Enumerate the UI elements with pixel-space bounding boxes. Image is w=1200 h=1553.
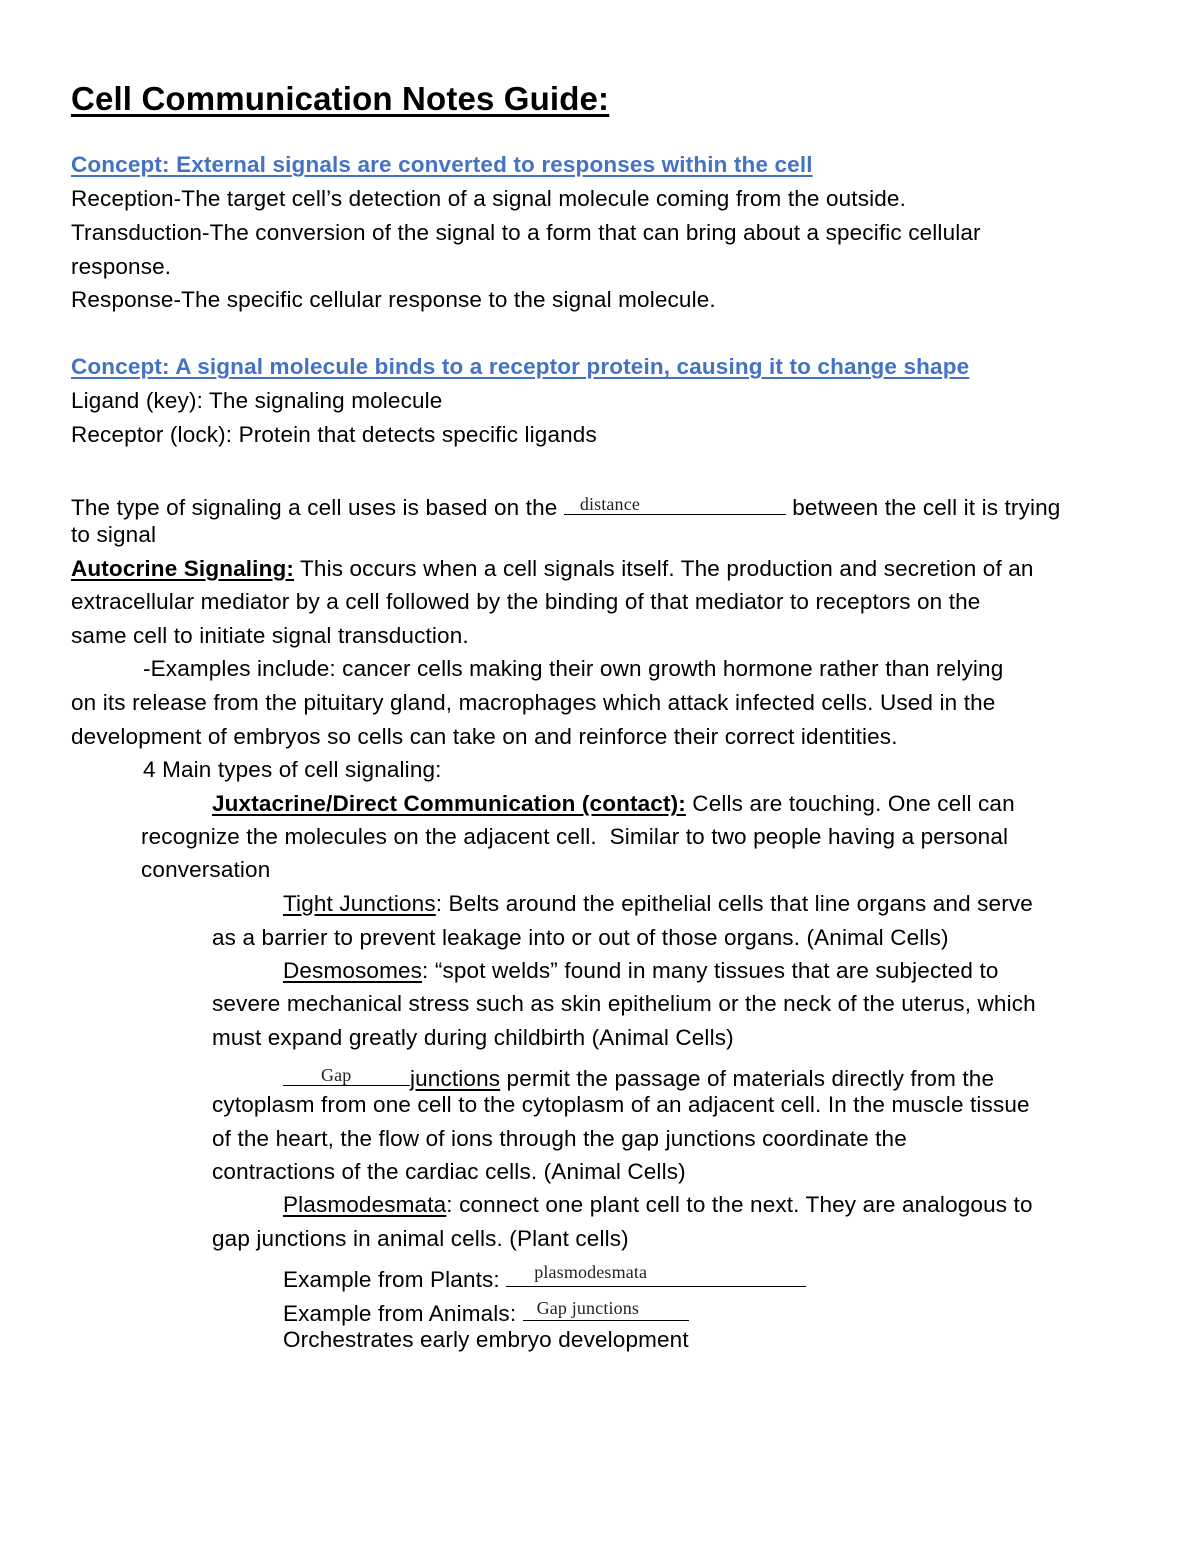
response-definition: Response-The specific cellular response to the signal molecule.	[71, 287, 716, 312]
juxtacrine-label: Juxtacrine/Direct Communication (contact):	[212, 791, 686, 816]
example-plants-blank[interactable]	[506, 1262, 806, 1287]
autocrine-line-3: same cell to initiate signal transduction.	[71, 623, 469, 648]
reception-definition: Reception-The target cell’s detection of a signal molecule coming from the outside.	[71, 186, 906, 211]
distance-answer: distance	[579, 494, 640, 514]
tight-junctions-line-1	[283, 893, 1033, 916]
example-plants-answer: plasmodesmata	[534, 1262, 648, 1282]
plasmodesmata-line-1	[283, 1194, 1033, 1217]
gap-answer: Gap	[321, 1065, 352, 1085]
autocrine-label: Autocrine Signaling:	[71, 556, 295, 581]
main-types-heading: 4 Main types of cell signaling:	[143, 757, 442, 782]
juxtacrine-line-2: recognize the molecules on the adjacent cell. Similar to two people having a personal	[141, 824, 1009, 849]
tight-junctions-label: Tight Junctions	[283, 891, 436, 916]
concept-heading-2: Concept: A signal molecule binds to a receptor protein, causing it to change shape	[71, 354, 970, 379]
gap-junctions-label: junctions	[410, 1066, 501, 1091]
plasmodesmata-text: : connect one plant cell to the next. They are analogous to	[446, 1192, 1033, 1217]
receptor-definition: Receptor (lock): Protein that detects specific ligands	[71, 422, 597, 447]
desmosomes-line-2: severe mechanical stress such as skin epithelium or the neck of the uterus, which	[212, 991, 1036, 1016]
desmosomes-label: Desmosomes	[283, 958, 423, 983]
gap-junctions-line-2: cytoplasm from one cell to the cytoplasm of an adjacent cell. In the muscle tissue	[212, 1092, 1030, 1117]
transduction-definition-line-1: Transduction-The conversion of the signal to a form that can bring about a specific cellular	[71, 220, 981, 245]
example-animals-line	[283, 1296, 689, 1326]
gap-blank[interactable]	[283, 1061, 410, 1086]
plasmodesmata-label: Plasmodesmata	[283, 1192, 447, 1217]
signaling-type-line-2: to signal	[71, 522, 157, 547]
tight-junctions-line-2: as a barrier to prevent leakage into or out of those organs. (Animal Cells)	[212, 925, 949, 950]
signaling-type-text-after: between the cell it is trying	[792, 495, 1061, 520]
gap-junctions-line-1	[283, 1061, 994, 1091]
juxtacrine-line-3: conversation	[141, 857, 271, 882]
juxtacrine-line-1	[212, 793, 1015, 816]
ligand-definition: Ligand (key): The signaling molecule	[71, 388, 443, 413]
page-title: Cell Communication Notes Guide:	[71, 80, 610, 117]
juxtacrine-text: Cells are touching. One cell can	[685, 791, 1015, 816]
signaling-type-sentence	[71, 490, 1060, 520]
tight-junctions-text: : Belts around the epithelial cells that line organs and serve	[435, 891, 1033, 916]
autocrine-examples-line-1: -Examples include: cancer cells making their own growth hormone rather than relying	[143, 656, 1004, 681]
autocrine-examples-line-3: development of embryos so cells can take on and reinforce their correct identities.	[71, 724, 898, 749]
gap-junctions-text: permit the passage of materials directly from the	[500, 1066, 995, 1091]
example-animals-answer: Gap junctions	[536, 1298, 640, 1318]
example-plants-label: Example from Plants:	[283, 1267, 500, 1292]
desmosomes-line-3: must expand greatly during childbirth (Animal Cells)	[212, 1025, 734, 1050]
autocrine-text: This occurs when a cell signals itself. The production and secretion of an	[294, 556, 1034, 581]
signaling-type-text-before: The type of signaling a cell uses is based on the	[71, 495, 558, 520]
autocrine-line-2: extracellular mediator by a cell followed by the binding of that mediator to receptors on the	[71, 589, 981, 614]
autocrine-examples-line-2: on its release from the pituitary gland, macrophages which attack infected cells. Used in the	[71, 690, 996, 715]
distance-blank[interactable]	[564, 490, 786, 515]
transduction-definition-line-2: response.	[71, 254, 172, 279]
autocrine-line-1	[71, 558, 1034, 581]
concept-heading-1: Concept: External signals are converted to responses within the cell	[71, 152, 813, 177]
example-plants-line	[283, 1262, 806, 1292]
orchestrates-line: Orchestrates early embryo development	[283, 1327, 689, 1352]
desmosomes-text: : “spot welds” found in many tissues that are subjected to	[422, 958, 999, 983]
example-animals-blank[interactable]	[523, 1296, 689, 1321]
desmosomes-line-1	[283, 960, 999, 983]
gap-junctions-line-3: of the heart, the flow of ions through the gap junctions coordinate the	[212, 1126, 907, 1151]
example-animals-label: Example from Animals:	[283, 1301, 517, 1326]
plasmodesmata-line-2: gap junctions in animal cells. (Plant cells)	[212, 1226, 629, 1251]
gap-junctions-line-4: contractions of the cardiac cells. (Animal Cells)	[212, 1159, 686, 1184]
